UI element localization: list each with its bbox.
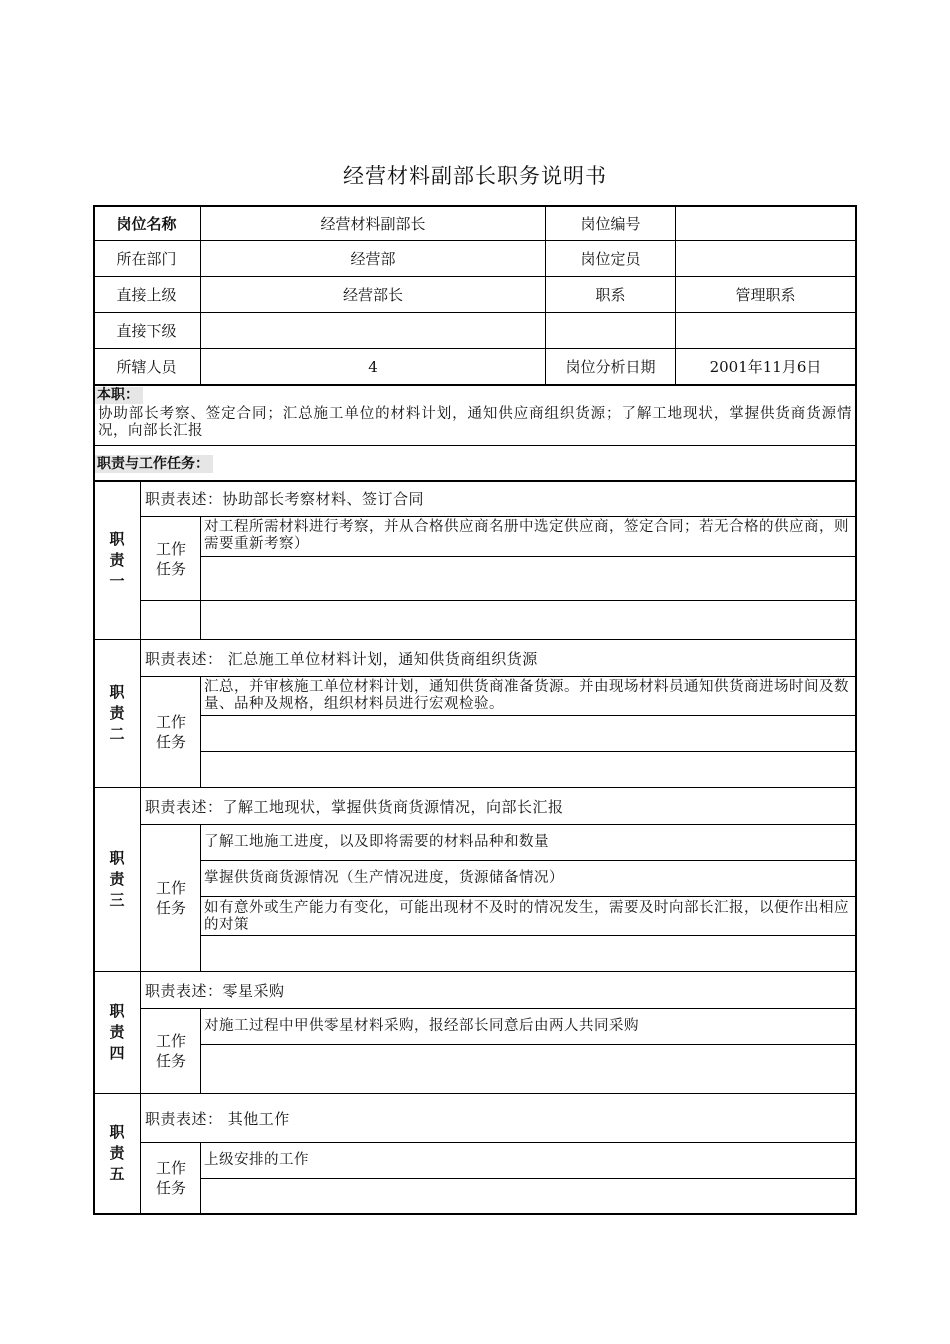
duty-summary-text: 协助部长考察、签定合同；汇总施工单位的材料计划，通知供应商组织货源；了解工地现状，掌握供货商货源情况，向部长汇报 [98, 406, 852, 439]
label-superior: 直接上级 [116, 286, 177, 304]
duty-2-task-2 [201, 716, 855, 751]
duty-1-task-1: 对工程所需材料进行考察，并从合格供应商名册中选定供应商，签定合同；若无合格的供应商，则需要重新考察） [204, 519, 849, 552]
value-subordinate [201, 313, 545, 348]
label-headcount: 岗位定员 [580, 250, 641, 268]
duty-3-label: 职责三 [109, 849, 125, 909]
job-description-table [93, 205, 857, 1215]
duty-3-task-4 [201, 936, 855, 971]
duty-1-label: 职责一 [109, 529, 125, 590]
value-staff: 4 [368, 357, 378, 376]
label-staff: 所辖人员 [116, 358, 177, 376]
value-department: 经营部 [350, 250, 396, 268]
duty-3-task-2: 掌握供货商货源情况（生产情况进度，货源储备情况） [204, 870, 564, 886]
duty-2-task-label: 工作任务 [155, 713, 186, 751]
label-subordinate: 直接下级 [116, 322, 177, 340]
label-position-name: 岗位名称 [116, 215, 177, 233]
duty-3-description: 职责表述：了解工地现状，掌握供货商货源情况，向部长汇报 [145, 797, 564, 816]
duty-4-label: 职责四 [109, 1002, 125, 1062]
duty-2-label: 职责二 [109, 683, 125, 743]
empty-label-cell [546, 313, 675, 348]
duty-3-task-1: 了解工地施工进度，以及即将需要的材料品种和数量 [204, 834, 549, 850]
duty-4-task-label: 工作任务 [155, 1032, 186, 1070]
label-job-family: 职系 [595, 286, 626, 304]
duty-2-task-3 [201, 752, 855, 787]
duty-2-description: 职责表述： 汇总施工单位材料计划，通知供货商组织货源 [145, 649, 538, 668]
document-title: 经营材料副部长职务说明书 [343, 164, 607, 188]
label-position-code: 岗位编号 [580, 215, 641, 233]
empty-value-cell [676, 313, 855, 348]
duty-5-task-2 [201, 1179, 855, 1213]
duty-5-task-label: 工作任务 [155, 1159, 186, 1197]
duty-5-task-1: 上级安排的工作 [204, 1152, 309, 1168]
value-superior: 经营部长 [342, 286, 403, 304]
duty-4-task-2 [201, 1045, 855, 1093]
duty-2-task-1: 汇总，并审核施工单位材料计划，通知供货商准备货源。并由现场材料员通知供货商进场时间及数量、品种及规格，组织材料员进行宏观检验。 [204, 679, 849, 712]
duty-1-task-label: 工作任务 [155, 539, 186, 578]
duty-5-description: 职责表述： 其他工作 [145, 1109, 290, 1128]
duty-3-task-3: 如有意外或生产能力有变化，可能出现材不及时的情况发生，需要及时向部长汇报，以便作出相应的对策 [204, 900, 849, 933]
responsibilities-header: 职责与工作任务： [95, 455, 213, 473]
value-headcount [676, 241, 855, 276]
value-position-code [676, 207, 855, 240]
duty-4-description: 职责表述：零星采购 [145, 981, 285, 1000]
duty-4-task-1: 对施工过程中甲供零星材料采购，报经部长同意后由两人共同采购 [204, 1018, 639, 1034]
duty-3-task-label: 工作任务 [155, 879, 186, 917]
duty-5-label: 职责五 [109, 1123, 125, 1183]
duty-1-task-2 [201, 557, 855, 600]
duty-summary-label: 本职： [95, 387, 143, 404]
value-job-family: 管理职系 [735, 286, 796, 304]
label-analysis-date: 岗位分析日期 [565, 358, 656, 376]
label-department: 所在部门 [116, 250, 177, 268]
value-position-name: 经营材料副部长 [320, 215, 426, 233]
duty-1-description: 职责表述：协助部长考察材料、签订合同 [145, 490, 425, 508]
value-analysis-date: 2001年11月6日 [709, 358, 822, 376]
